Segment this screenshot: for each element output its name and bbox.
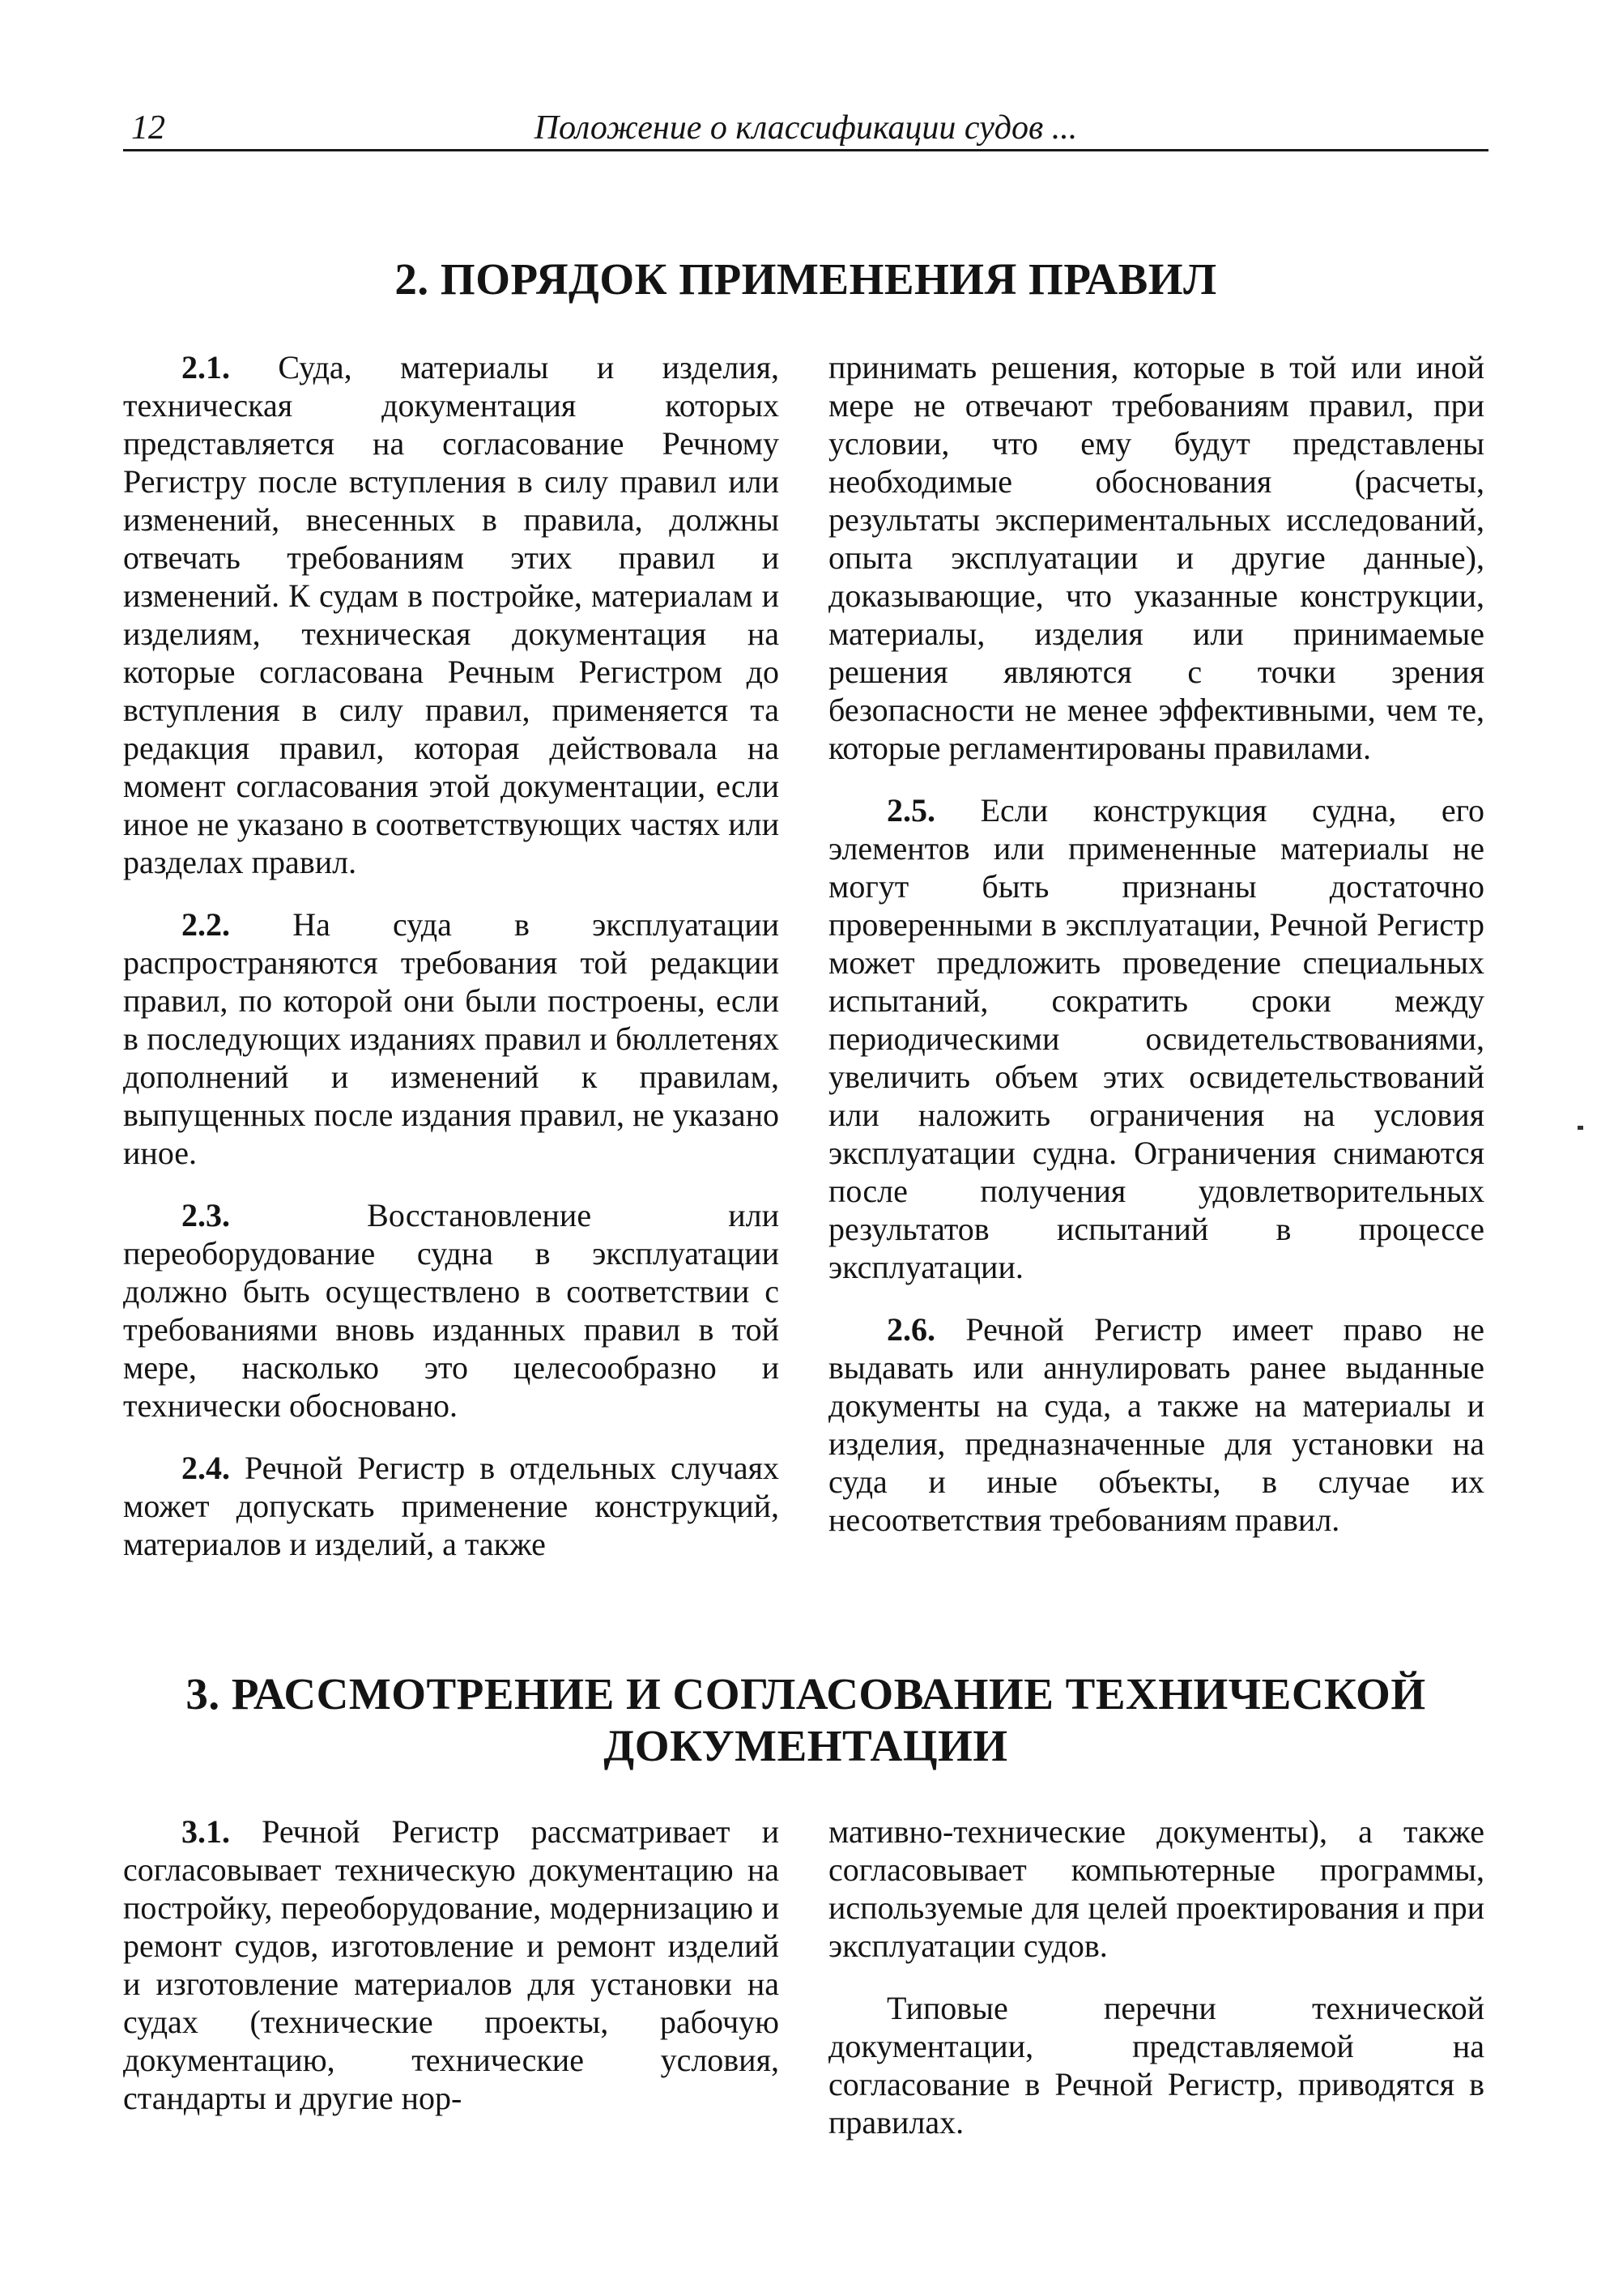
- paragraph-2-6: [828, 1310, 1484, 1539]
- paragraph-2-2: [123, 905, 779, 1172]
- paragraph-text: Если конструкция судна, его элементов или примененные материалы не могут быть признаны достаточно проверенными в эксплуатации, Речной Регистр может предложить проведение специальных испытаний, сократить сроки между периодическими освидетельствованиями, увеличить объем этих освидетельствований или наложить ограничения на условия эксплуатации судна. Ограничения снимаются после получения удовлетворительных результатов испытаний в процессе эксплуатации.: [828, 792, 1484, 1285]
- paragraph-number: 2.2.: [181, 906, 230, 943]
- paragraph-number: 2.3.: [181, 1197, 230, 1233]
- paragraph-number: 2.4.: [181, 1450, 230, 1486]
- paragraph-2-4-continuation: принимать решения, которые в той или иной мере не отвечают требованиям правил, при условии, что ему будут представлены необходимые обоснования (расчеты, результаты экспериментальных исследований, опыта эксплуатации и другие данные), доказывающие, что указанные конструкции, материалы, изделия или принимаемые решения являются с точки зрения безопасности не менее эффективными, чем те, которые регламентированы правилами.: [828, 349, 1484, 766]
- paragraph-text: Речной Регистр имеет право не выдавать или аннулировать ранее выданные документы на суда, а также на материалы и изделия, предназначенные для установки на суда и иные объекты, в случае их несоответствия требованиям правил.: [828, 1311, 1484, 1538]
- page-number: 12: [131, 109, 165, 147]
- paragraph-number: 3.1.: [181, 1813, 230, 1850]
- paragraph-text: Восстановление или переоборудование судна в эксплуатации должно быть осуществлено в соответствии с требованиями вновь изданных правил в той мере, насколько это целесообразно и технически обосновано.: [123, 1197, 779, 1424]
- section-2-title: 2. ПОРЯДОК ПРИМЕНЕНИЯ ПРАВИЛ: [394, 254, 1217, 304]
- paragraph-2-1: [123, 348, 779, 881]
- paragraph-3-1-continuation: мативно-технические документы), а также согласовывает компьютерные программы, используемые для целей проектирования и при эксплуатации судов.: [828, 1813, 1484, 1964]
- paragraph-number: 2.1.: [181, 349, 230, 386]
- paragraph-2-3: [123, 1196, 779, 1425]
- print-speck: [1578, 1126, 1583, 1130]
- section-3-right-column: [828, 1813, 1484, 2166]
- paragraph-2-5: [828, 791, 1484, 1286]
- section-3-left-column: [123, 1813, 779, 2141]
- paragraph-text: Речной Регистр рассматривает и согласовывает техническую документацию на постройку, переоборудование, модернизацию и ремонт судов, изготовление и ремонт изделий и изготовление материалов для установки на судах (технические проекты, рабочую документацию, технические условия, стандарты и другие нор-: [123, 1813, 779, 2116]
- paragraph-number: 2.6.: [887, 1311, 935, 1348]
- section-2-right-column: [828, 348, 1484, 1563]
- paragraph-2-4: [123, 1449, 779, 1563]
- paragraph-3-1-b: Типовые перечни технической документации, представляемой на согласование в Речной Регистр, приводятся в правилах.: [828, 1990, 1484, 2141]
- section-3-title-line-1: 3. РАССМОТРЕНИЕ И СОГЛАСОВАНИЕ ТЕХНИЧЕСКОЙ: [185, 1669, 1426, 1719]
- running-header: [123, 109, 1488, 151]
- paragraph-text: На суда в эксплуатации распространяются требования той редакции правил, по которой они были построены, если в последующих изданиях правил и бюллетенях дополнений и изменений к правилам, выпущенных после издания правил, не указано иное.: [123, 906, 779, 1171]
- section-3-title-line-2: ДОКУМЕНТАЦИИ: [603, 1721, 1008, 1770]
- section-2-left-column: [123, 348, 779, 1587]
- section-3-title: [123, 1668, 1488, 1772]
- paragraph-text: Суда, материалы и изделия, техническая документация которых представляется на согласование Речному Регистру после вступления в силу правил или изменений, внесенных в правила, должны отвечать требованиям этих правил и изменений. К судам в постройке, материалам и изделиям, техническая документация на которые согласована Речным Регистром до вступления в силу правил, применяется та редакция правил, которая действовала на момент согласования этой документации, если иное не указано в соответствующих частях или разделах правил.: [123, 349, 779, 880]
- running-title: Положение о классификации судов ...: [534, 109, 1078, 147]
- paragraph-number: 2.5.: [887, 792, 935, 829]
- paragraph-3-1: [123, 1813, 779, 2117]
- paragraph-text: Речной Регистр в отдельных случаях может допускать применение конструкций, материалов и изделий, а также: [123, 1450, 779, 1562]
